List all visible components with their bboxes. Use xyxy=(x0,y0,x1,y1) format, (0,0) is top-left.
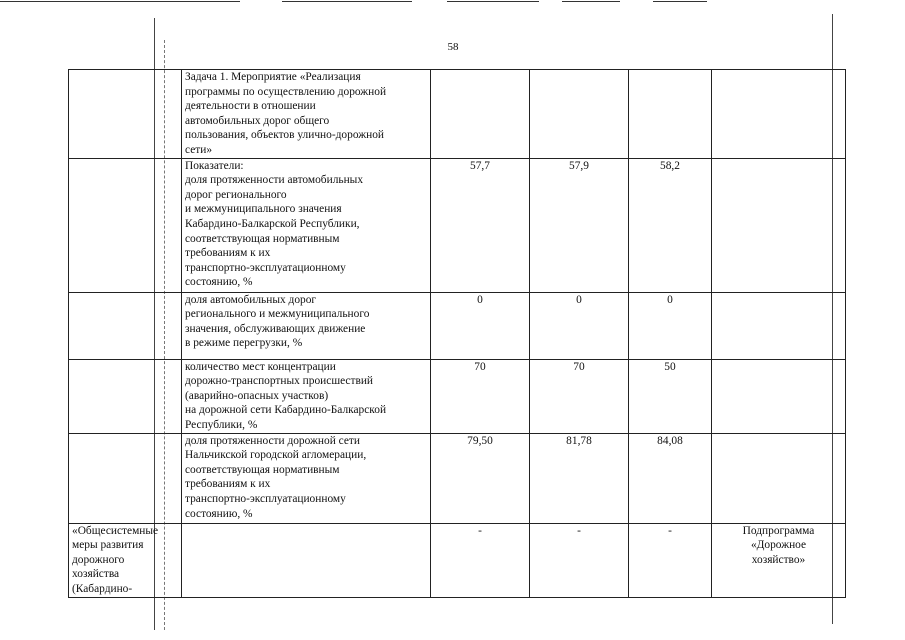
row-value-1: - xyxy=(431,523,530,597)
row-value-2: 81,78 xyxy=(530,433,629,523)
table-row xyxy=(69,70,846,159)
row-program-cell xyxy=(712,359,846,433)
row-value-1: 57,7 xyxy=(431,158,530,292)
page-number: 58 xyxy=(447,41,459,53)
table-row xyxy=(69,523,846,597)
row-program-cell xyxy=(712,433,846,523)
row-description: доля протяженности дорожной сети Нальчикской городской агломерации, соответствующая нормативным требованиям к их транспортно-эксплуатационному состоянию, % xyxy=(182,433,431,523)
row-program-cell xyxy=(712,158,846,292)
row-value-2: 0 xyxy=(530,292,629,359)
row-value-3: 50 xyxy=(629,359,712,433)
row-description xyxy=(182,523,431,597)
table-row xyxy=(69,359,846,433)
row-subprogram-cell xyxy=(69,433,182,523)
row-subprogram-cell xyxy=(69,292,182,359)
row-description: доля автомобильных дорог регионального и межмуниципального значения, обслуживающих движение в режиме перегрузки, % xyxy=(182,292,431,359)
row-subprogram-cell xyxy=(69,359,182,433)
row-description: Задача 1. Мероприятие «Реализация программы по осуществлению дорожной деятельности в отношении автомобильных дорог общего пользования, объектов улично-дорожной сети» xyxy=(182,70,431,159)
top-rule-5 xyxy=(653,1,707,2)
row-value-1: 70 xyxy=(431,359,530,433)
row-value-3: 84,08 xyxy=(629,433,712,523)
row-program-cell xyxy=(712,70,846,159)
row-value-1 xyxy=(431,70,530,159)
row-value-2 xyxy=(530,70,629,159)
row-subprogram-cell: «Общесистемные меры развития дорожного хозяйства (Кабардино- xyxy=(69,523,182,597)
row-subprogram-cell xyxy=(69,158,182,292)
row-value-1: 0 xyxy=(431,292,530,359)
row-value-2: 70 xyxy=(530,359,629,433)
row-value-3: 58,2 xyxy=(629,158,712,292)
table-row xyxy=(69,292,846,359)
top-rule-4 xyxy=(562,1,620,2)
row-program-cell xyxy=(712,292,846,359)
top-rule-1 xyxy=(0,1,240,2)
table-row xyxy=(69,158,846,292)
row-description: количество мест концентрации дорожно-транспортных происшествий (аварийно-опасных участков) на дорожной сети Кабардино-Балкарской Республики, % xyxy=(182,359,431,433)
row-value-2: - xyxy=(530,523,629,597)
row-program-cell: Подпрограмма «Дорожное хозяйство» xyxy=(712,523,846,597)
row-subprogram-cell xyxy=(69,70,182,159)
row-value-3 xyxy=(629,70,712,159)
row-value-1: 79,50 xyxy=(431,433,530,523)
row-value-3: - xyxy=(629,523,712,597)
top-rule-3 xyxy=(447,1,539,2)
row-value-3: 0 xyxy=(629,292,712,359)
row-description: Показатели: доля протяженности автомобильных дорог регионального и межмуниципального значения Кабардино-Балкарской Республики, соответствующая нормативным требованиям к их транспортно-эксплуатационному состоянию, % xyxy=(182,158,431,292)
indicators-table xyxy=(68,69,846,598)
table-row xyxy=(69,433,846,523)
top-rule-2 xyxy=(282,1,412,2)
row-value-2: 57,9 xyxy=(530,158,629,292)
